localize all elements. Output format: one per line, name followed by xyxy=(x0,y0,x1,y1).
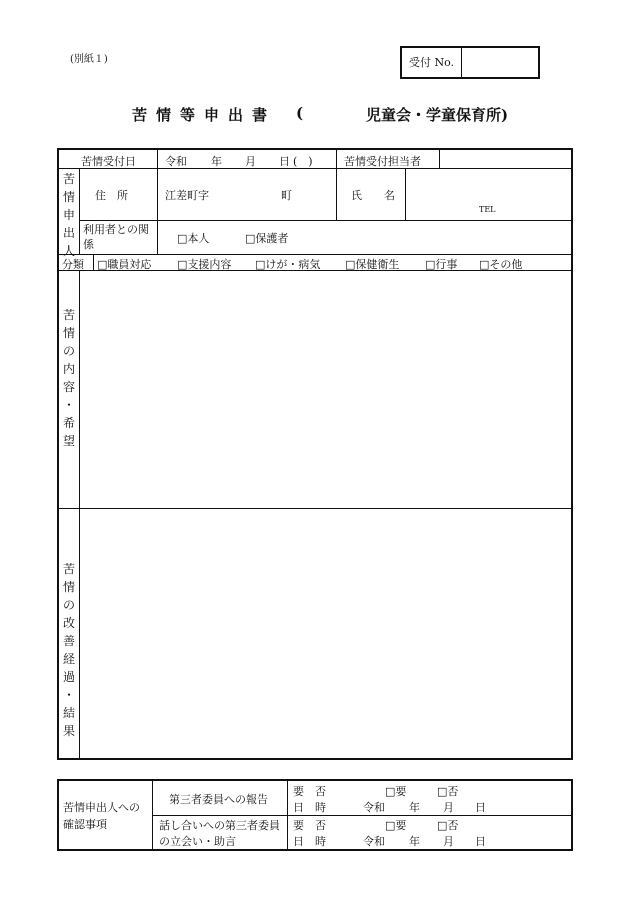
report-day: 日 xyxy=(475,801,486,814)
category-option-event[interactable]: □行事 xyxy=(425,258,458,271)
talk-option-yes[interactable]: □要 xyxy=(385,819,407,832)
confirmation-label: 苦情申出人への確認事項 xyxy=(63,801,140,831)
report-option-no[interactable]: □否 xyxy=(437,785,459,798)
report-year: 年 xyxy=(409,801,420,814)
receipt-number-field[interactable] xyxy=(462,48,538,77)
title-main: 苦情等申出書 xyxy=(132,106,277,124)
title-suffix: 児童会・学童保育所) xyxy=(366,106,509,124)
address-field[interactable] xyxy=(159,170,335,220)
date-era: 令和 xyxy=(165,155,187,168)
title-paren-open: ( xyxy=(296,104,304,122)
report-month: 月 xyxy=(443,801,454,814)
attachment-note: (別紙１) xyxy=(70,54,108,65)
talk-month: 月 xyxy=(443,835,454,848)
category-option-support[interactable]: □支援内容 xyxy=(177,258,232,271)
weekday-paren: ( ) xyxy=(293,155,313,168)
report-yes-no-label: 要 否 xyxy=(293,785,326,798)
receiver-field[interactable] xyxy=(440,150,571,168)
content-field[interactable] xyxy=(81,272,569,506)
talk-era: 令和 xyxy=(363,835,385,848)
date-day-label: 日 xyxy=(279,155,290,168)
receiver-label: 苦情受付担当者 xyxy=(344,155,421,168)
report-option-yes[interactable]: □要 xyxy=(385,785,407,798)
complaint-form-table xyxy=(57,148,573,760)
report-era: 令和 xyxy=(363,801,385,814)
talk-yes-no-label: 要 否 xyxy=(293,819,326,832)
result-section-label: 苦 情 の 改 善 経 過 ・ 結 果 xyxy=(62,562,75,738)
relation-option-self[interactable]: □本人 xyxy=(177,232,210,245)
tel-label: TEL xyxy=(479,205,496,214)
talk-label-line2: の立会い・助言 xyxy=(159,835,236,848)
receipt-date-label: 苦情受付日 xyxy=(81,155,136,168)
talk-option-no[interactable]: □否 xyxy=(437,819,459,832)
content-section-label: 苦 情 の 内 容 ・ 希 望 xyxy=(62,308,75,448)
report-datetime-label: 日 時 xyxy=(293,801,326,814)
address-label: 住 所 xyxy=(95,189,128,202)
category-option-injury[interactable]: □けが・病気 xyxy=(255,258,321,271)
talk-year: 年 xyxy=(409,835,420,848)
address-town: 町 xyxy=(281,189,292,202)
name-label: 氏 名 xyxy=(351,189,395,202)
category-option-hygiene[interactable]: □保健衛生 xyxy=(345,258,400,271)
receipt-number-box xyxy=(400,46,540,79)
confirmation-table xyxy=(57,779,573,851)
category-label: 分類 xyxy=(62,258,84,271)
date-month-label: 月 xyxy=(245,155,256,168)
talk-day: 日 xyxy=(475,835,486,848)
category-option-other[interactable]: □その他 xyxy=(479,258,523,271)
relation-label: 利用者との関係 xyxy=(83,223,149,251)
result-field[interactable] xyxy=(81,510,569,756)
date-year-label: 年 xyxy=(211,155,222,168)
report-label: 第三者委員への報告 xyxy=(169,793,268,806)
category-option-staff[interactable]: □職員対応 xyxy=(97,258,152,271)
talk-datetime-label: 日 時 xyxy=(293,835,326,848)
applicant-section-label: 苦 情 申 出 人 xyxy=(62,172,75,258)
address-prefix: 江差町字 xyxy=(165,189,209,202)
talk-label-line1: 話し合いへの第三者委員 xyxy=(159,819,280,832)
receipt-number-label: 受付 No. xyxy=(402,48,462,77)
relation-option-guardian[interactable]: □保護者 xyxy=(245,232,289,245)
